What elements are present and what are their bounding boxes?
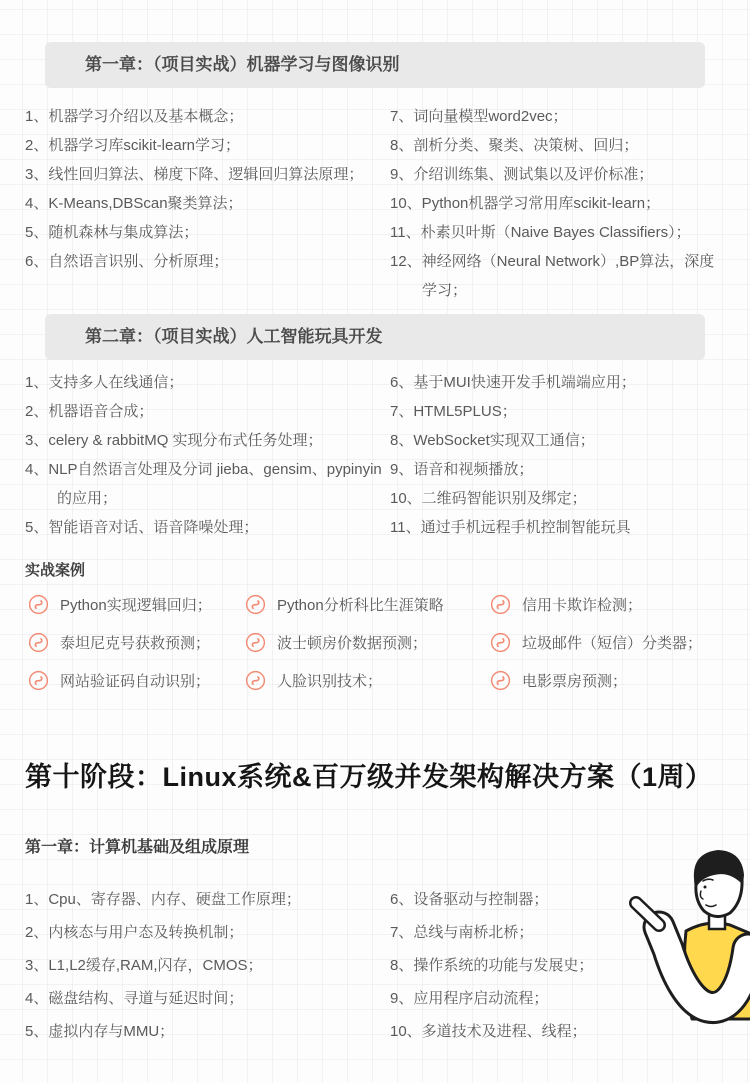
chapter2-list [25,368,725,542]
list-item: 12、神经网络（Neural Network）,BP算法，深度学习； [390,253,715,299]
list-item: 10、二维码智能识别及绑定； [390,490,587,507]
list-item: 9、应用程序启动流程； [390,990,549,1007]
list-item: 5、随机森林与集成算法； [25,224,199,241]
list-item: 3、线性回归算法、梯度下降、逻辑回归算法原理； [25,166,364,183]
link-icon [490,594,511,615]
chapter2-header [45,314,705,360]
chapter2-header-label: 第二章：（项目实战）人工智能玩具开发 [85,327,383,346]
chapter1-list-left [25,102,390,305]
list-item: 8、操作系统的功能与发展史； [390,957,594,974]
link-icon [28,594,49,615]
link-icon [245,594,266,615]
list-item: 11、通过手机远程手机控制智能玩具 [390,519,631,536]
link-icon [28,632,49,653]
list-item: 5、虚拟内存与MMU； [25,1023,175,1040]
link-icon [245,632,266,653]
chapter1-header-label: 第一章：（项目实战）机器学习与图像识别 [85,55,400,74]
list-item: 8、剖析分类、聚类、决策树、回归； [390,137,639,154]
case-item-label: 网站验证码自动识别； [60,673,211,690]
chapter1-list [25,102,725,305]
list-item: 1、机器学习介绍以及基本概念； [25,108,244,125]
list-item: 3、L1,L2缓存,RAM,闪存，CMOS； [25,957,263,974]
case-item[interactable] [28,632,245,653]
case-item-label: 波士顿房价数据预测； [277,635,428,652]
list-item: 8、WebSocket实现双工通信； [390,432,595,449]
link-icon [490,632,511,653]
list-item: 7、HTML5PLUS； [390,403,517,420]
chapter1-list-right [390,102,725,305]
list-item: 6、设备驱动与控制器； [390,891,549,908]
case-item-label: 垃圾邮件（短信）分类器； [522,635,703,652]
chapter1-header [45,42,705,88]
case-item[interactable] [245,594,490,615]
stage-chapter-header: 第一章：计算机基础及组成原理 [25,839,250,856]
list-item: 10、Python机器学习常用库scikit-learn； [390,195,661,212]
case-item[interactable] [28,594,245,615]
stage-list-left [25,883,390,1048]
case-item[interactable] [245,670,490,691]
stage-chapter-list [25,883,725,1048]
list-item: 1、支持多人在线通信； [25,374,184,391]
link-icon [490,670,511,691]
case-item-label: Python实现逻辑回归； [60,597,212,614]
chapter2-list-left [25,368,390,542]
cases-grid [28,594,750,691]
case-item[interactable] [245,632,490,653]
case-item-label: 人脸识别技术； [277,673,383,690]
list-item: 5、智能语音对话、语音降噪处理； [25,519,259,536]
list-item: 11、朴素贝叶斯（Naive Bayes Classifiers）； [390,224,691,241]
link-icon [245,670,266,691]
list-item: 4、NLP自然语言处理及分词 jieba、gensim、pypinyin的应用； [25,461,382,507]
list-item: 2、机器语音合成； [25,403,154,420]
case-item[interactable] [490,670,750,691]
case-item-label: 电影票房预测； [522,673,628,690]
list-item: 3、celery & rabbitMQ 实现分布式任务处理； [25,432,323,449]
case-item[interactable] [490,594,750,615]
case-item-label: Python分析科比生涯策略 [277,597,444,614]
list-item: 6、自然语言识别、分析原理； [25,253,229,270]
list-item: 2、内核态与用户态及转换机制； [25,924,244,941]
link-icon [28,670,49,691]
list-item: 10、多道技术及进程、线程； [390,1023,587,1040]
list-item: 1、Cpu、寄存器、内存、硬盘工作原理； [25,891,301,908]
list-item: 7、词向量模型word2vec； [390,108,568,125]
case-item[interactable] [490,632,750,653]
list-item: 4、K-Means,DBScan聚类算法； [25,195,243,212]
pointing-man-illustration [626,845,750,1050]
cases-title: 实战案例 [25,562,86,579]
list-item: 9、介绍训练集、测试集以及评价标准； [390,166,654,183]
case-item-label: 信用卡欺诈检测； [522,597,643,614]
list-item: 6、基于MUI快速开发手机端端应用； [390,374,636,391]
list-item: 9、语音和视频播放； [390,461,534,478]
case-item-label: 泰坦尼克号获救预测； [60,635,211,652]
case-item[interactable] [28,670,245,691]
list-item: 7、总线与南桥北桥； [390,924,534,941]
chapter2-list-right [390,368,725,542]
list-item: 2、机器学习库scikit-learn学习； [25,137,241,154]
list-item: 4、磁盘结构、寻道与延迟时间； [25,990,244,1007]
stage-title: 第十阶段：Linux系统&百万级并发架构解决方案（1周） [25,762,713,792]
